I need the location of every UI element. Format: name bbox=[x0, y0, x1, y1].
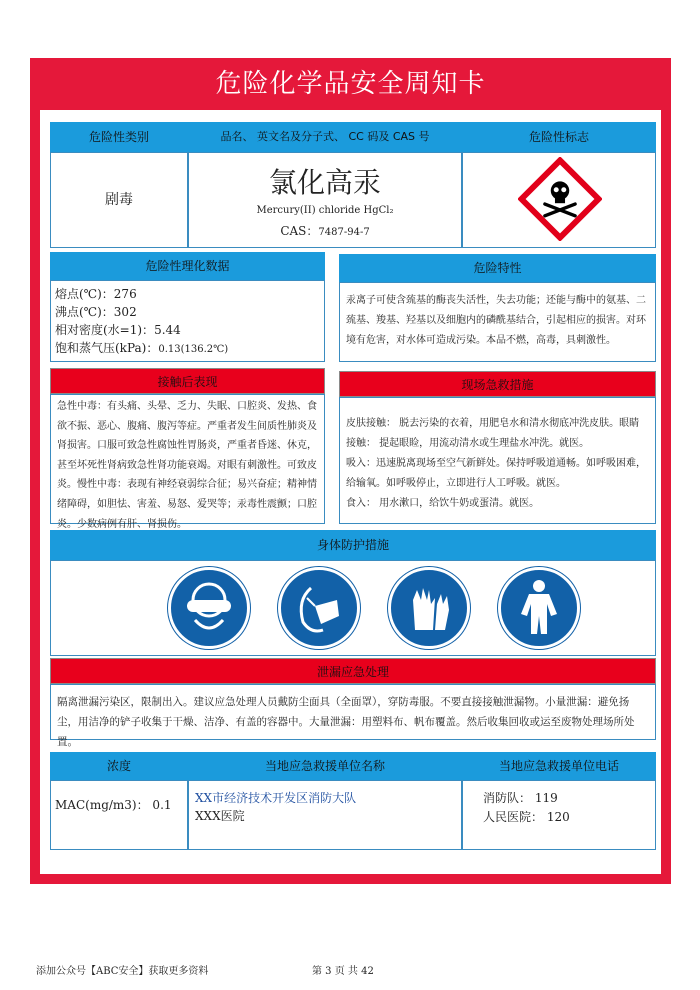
concentration-header: 浓度 bbox=[50, 752, 188, 780]
physchem-line-density: 相对密度(水=1)：5.44 bbox=[55, 323, 181, 337]
protective-suit-icon bbox=[498, 567, 580, 649]
rescue-unit-fire: XX市经济技术开发区消防大队 bbox=[195, 791, 357, 805]
rescue-unit-hospital: XXX医院 bbox=[195, 809, 245, 823]
hazard-sign-cell bbox=[462, 152, 656, 248]
skull-crossbones-icon bbox=[518, 157, 602, 241]
rescue-phones-cell bbox=[462, 780, 656, 850]
cas-number: 7487-94-7 bbox=[318, 227, 370, 238]
hazard-category-cell bbox=[50, 152, 188, 248]
ppe-cell bbox=[50, 560, 656, 656]
physchem-line-melting: 熔点(℃)：276 bbox=[55, 287, 137, 301]
physchem-line-vapor: 饱和蒸气压(kPa)：0.13(136.2℃) bbox=[55, 341, 229, 355]
hazard-props-text: 汞离子可使含巯基的酶丧失活性，失去功能；还能与酶中的氨基、二巯基、羧基、羟基以及细胞内的磷酰基结合，引起相应的损害。对环境有危害，对水体可造成污染。本品不燃，高毒，具刺激性。 bbox=[346, 295, 646, 346]
spill-cell bbox=[50, 684, 656, 748]
hazard-sign-header: 危险性标志 bbox=[462, 122, 656, 152]
card-title: 危险化学品安全周知卡 bbox=[215, 69, 486, 99]
chemical-name-en: Mercury(II) chloride HgCl₂ bbox=[256, 205, 394, 216]
exposure-cell bbox=[50, 394, 325, 530]
exposure-header: 接触后表现 bbox=[50, 368, 325, 394]
exposure-text: 急性中毒：有头痛、头晕、乏力、失眠、口腔炎、发热、食欲不振、恶心、腹痛、腹泻等症。严重者发生间质性肺炎及肾损害。口服可致急性腐蚀性胃肠炎，严重者昏迷、休克，甚至坏死性肾病致急性肾功能衰竭。对眼有刺激性。可致皮炎。慢性中毒：表现有神经衰弱综合征；易兴奋症；精神情绪障碍，如胆怯、害羞、易怒、爱哭等；汞毒性震颤；口腔炎。少数病例有肝、肾损伤。 bbox=[57, 401, 317, 530]
rescue-name-header: 当地应急救援单位名称 bbox=[188, 752, 462, 780]
hazard-category-value: 剧毒 bbox=[105, 192, 133, 208]
mac-value: MAC(mg/m3)： 0.1 bbox=[55, 798, 172, 812]
cas-label: CAS： bbox=[280, 224, 319, 238]
hazard-props-header: 危险特性 bbox=[339, 254, 656, 282]
chemical-name-cn: 氯化高汞 bbox=[268, 166, 381, 199]
physchem-header: 危险性理化数据 bbox=[50, 252, 325, 280]
physchem-cell bbox=[50, 280, 325, 362]
mac-cell bbox=[50, 780, 188, 850]
rescue-phone-header: 当地应急救援单位电话 bbox=[462, 752, 656, 780]
first-aid-skin-eye: 皮肤接触： 脱去污染的衣着，用肥皂水和清水彻底冲洗皮肤。眼睛接触： 提起眼睑，用流动清水或生理盐水冲洗。就医。 bbox=[346, 418, 640, 449]
spill-text: 隔离泄漏污染区，限制出入。建议应急处理人员戴防尘面具（全面罩），穿防毒服。不要直接接触泄漏物。小量泄漏：避免扬尘，用洁净的铲子收集于干燥、洁净、有盖的容器中。大量泄漏：用塑料布、帆布覆盖。然后收集回收或运至废物处理场所处置。 bbox=[57, 696, 635, 748]
respirator-mask-icon bbox=[278, 567, 360, 649]
first-aid-header: 现场急救措施 bbox=[339, 371, 656, 397]
spill-header: 泄漏应急处理 bbox=[50, 658, 656, 684]
name-header: 品名、 英文名及分子式、 CC 码及 CAS 号 bbox=[188, 122, 462, 152]
footer-promo: 添加公众号【ABC安全】获取更多资料 bbox=[36, 966, 209, 977]
first-aid-ingestion: 食入： 用水漱口，给饮牛奶或蛋清。就医。 bbox=[346, 498, 540, 509]
protective-gloves-icon bbox=[388, 567, 470, 649]
physchem-line-boiling: 沸点(℃)：302 bbox=[55, 305, 137, 319]
hazard-props-cell bbox=[339, 282, 656, 362]
phone-hospital: 人民医院： 120 bbox=[483, 810, 570, 824]
first-aid-cell bbox=[339, 397, 656, 524]
chemical-name-cell bbox=[188, 152, 462, 248]
hazard-category-header: 危险性类别 bbox=[50, 122, 188, 152]
ppe-header: 身体防护措施 bbox=[50, 530, 656, 560]
footer-page-number: 第 3 页 共 42 bbox=[312, 966, 374, 977]
safety-goggles-icon bbox=[168, 567, 250, 649]
phone-fire: 消防队： 119 bbox=[483, 791, 558, 805]
rescue-units-cell bbox=[188, 780, 462, 850]
first-aid-inhalation: 吸入：迅速脱离现场至空气新鲜处。保持呼吸道通畅。如呼吸困难，给输氧。如呼吸停止，立即进行人工呼吸。就医。 bbox=[346, 458, 646, 489]
